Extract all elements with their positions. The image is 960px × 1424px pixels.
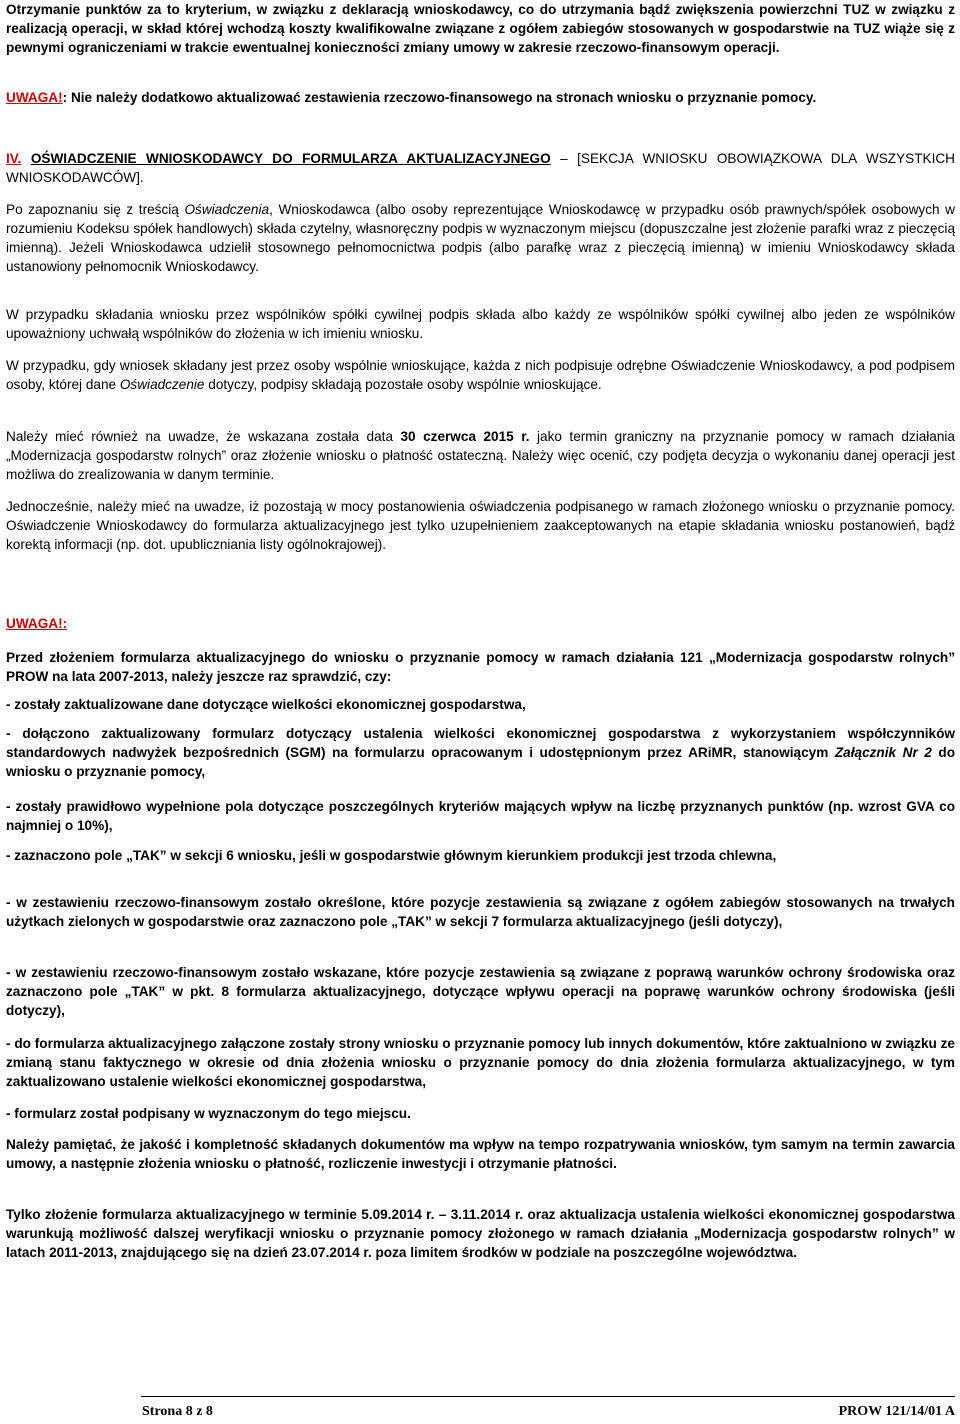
final-note: Tylko złożenie formularza aktualizacyjnego w terminie 5.09.2014 r. – 3.11.2014 r. oraz aktualizacja ustalenia wielkości ekonomicznej gospodarstwa warunkują możliwość dalszej weryfikacji wniosku o przyznanie pomocy złożonego w ramach działania „Modernizacja gospodarstw rolnych” w latach 2011-2013, znajdującego się na dzień 23.07.2014 r. poza limitem środków w podziale na poszczególne województwa. [6,1207,955,1260]
body-paragraph-1 [6,200,955,276]
checklist-item: - formularz został podpisany w wyznaczonym do tego miejscu. [6,1106,411,1121]
section-subtitle: – [SEKCJA WNIOSKU OBOWIĄZKOWA DLA WSZYSTKICH WNIOSKODAWCÓW]. [6,151,955,185]
checklist-item: - zostały zaktualizowane dane dotyczące wielkości ekonomicznej gospodarstwa, [6,697,526,712]
body-text: dotyczy, podpisy składają pozostałe osoby wspólnie wnioskujące. [204,377,602,392]
body-text: jako termin graniczny na przyznanie pomocy w ramach działania „Modernizacja gospodarstw rolnych” oraz złożenie wniosku o płatność ostateczną. Należy więc ocenić, czy podjęta decyzja o wykonaniu danej operacji jest możliwa do zrealizowania w danym terminie. [6,429,955,482]
body-paragraph-4 [6,427,955,484]
section-title: OŚWIADCZENIE WNIOSKODAWCY DO FORMULARZA AKTUALIZACYJNEGO [30,151,551,166]
checklist-text: - dołączono zaktualizowany formularz dotyczący ustalenia wielkości ekonomicznej gospodarstwa z wykorzystaniem współczynników standardowych nadwyżek bezpośrednich (SGM) na formularzu opracowanym i udostępnionym przez ARiMR, stanowiącym [6,726,955,760]
body-text: Po zapoznaniu się z treścią [6,202,185,217]
section-number: IV. [6,151,22,166]
uwaga-label: UWAGA! [6,90,63,105]
checklist-item: - zostały prawidłowo wypełnione pola dotyczące poszczególnych kryteriów mających wpływ na liczbę przyznanych punktów (np. wzrost GVA co najmniej o 10%), [6,799,955,833]
checklist-item [6,724,955,781]
body-text: , Wnioskodawca (albo osoby reprezentujące Wnioskodawcę w przypadku osób prawnych/spółek osobowych w rozumieniu Kodeksu spółek handlowych) składa czytelny, własnoręczny podpis w wyznaczonym miejscu (dopuszczalne jest złożenie parafki wraz z pieczęcią imienną). Jeżeli Wnioskodawca udzielił stosownego pełnomocnictwa podpis (albo parafkę wraz z pieczęcią imienną) w imieniu Wnioskodawcy składa ustanowiony pełnomocnik Wnioskodawcy. [6,202,955,274]
document-code: PROW 121/14/01 A [838,1404,955,1419]
uwaga-text: : Nie należy dodatkowo aktualizować zestawienia rzeczowo-finansowego na stronach wniosku o przyznanie pomocy. [62,90,817,105]
quality-note: Należy pamiętać, że jakość i kompletność składanych dokumentów ma wpływ na tempo rozpatrywania wniosków, tym samym na termin zawarcia umowy, a następnie złożenia wniosku o płatność, rozliczenie inwestycji i otrzymanie płatności. [6,1137,955,1171]
checklist-item: - w zestawieniu rzeczowo-finansowym zostało wskazane, które pozycje zestawienia są związane z poprawą warunków ochrony środowiska oraz zaznaczono pole „TAK” w pkt. 8 formularza aktualizacyjnego, dotyczące wpływu operacji na poprawę warunków ochrony środowiska (jeśli dotyczy), [6,965,955,1018]
page-number: Strona 8 z 8 [142,1404,213,1419]
intro-paragraph: Otrzymanie punktów za to kryterium, w związku z deklaracją wnioskodawcy, co do utrzymania bądź zwiększenia powierzchni TUZ w związku z realizacją operacji, w skład której wchodzą koszty kwalifikowalne związane z ogółem zabiegów stosowanych w gospodarstwie na TUZ wiąże się z pewnymi ograniczeniami w trakcie ewentualnej konieczności zmiany umowy w zakresie rzeczowo-finansowym operacji. [6,2,955,55]
checklist-text-italic: Załącznik Nr 2 [834,745,932,760]
body-text: W przypadku, gdy wniosek składany jest przez osoby wspólnie wnioskujące, każda z nich podpisuje odrębne Oświadczenie Wnioskodawcy, a pod podpisem osoby, której dane [6,358,955,392]
section-heading [6,149,955,187]
uwaga2-label: UWAGA!: [6,616,68,631]
checklist-text: do wniosku o przyznanie pomocy, [6,745,955,779]
body-paragraph-5: Jednocześnie, należy mieć na uwadze, iż pozostają w mocy postanowienia oświadczenia podpisanego w ramach złożonego wniosku o przyznanie pomocy. Oświadczenie Wnioskodawcy do formularza aktualizacyjnego jest tylko uzupełnieniem zaakceptowanych na etapie składania wniosku postanowień, bądź korektą informacji (np. dot. upubliczniania listy ogólnokrajowej). [6,499,955,552]
body-paragraph-3 [6,356,955,394]
uwaga-note [6,88,955,107]
deadline-date: 30 czerwca 2015 r. [400,429,530,444]
body-text: Należy mieć również na uwadze, że wskazana została data [6,429,401,444]
page-footer [6,1396,955,1420]
body-text-italic: Oświadczenia [184,202,270,217]
checklist-item: - do formularza aktualizacyjnego załączone zostały strony wniosku o przyznanie pomocy lub innych dokumentów, które zaktualniono w związku ze zmianą stanu faktycznego w okresie od dnia złożenia wniosku o przyznanie pomocy do dnia złożenia formularza aktualizacyjnego, w tym zaktualizowano ustalenie wielkości ekonomicznej gospodarstwa, [6,1036,955,1089]
body-text-italic: Oświadczenie [119,377,205,392]
document-page [6,0,955,1424]
checklist-intro: Przed złożeniem formularza aktualizacyjnego do wniosku o przyznanie pomocy w ramach działania 121 „Modernizacja gospodarstw rolnych” PROW na lata 2007-2013, należy jeszcze raz sprawdzić, czy: [6,650,955,684]
checklist-item: - w zestawieniu rzeczowo-finansowym zostało określone, które pozycje zestawienia są związane z ogółem zabiegów stosowanych na trwałych użytkach zielonych w gospodarstwie oraz zaznaczono pole „TAK” w sekcji 7 formularza aktualizacyjnego (jeśli dotyczy), [6,895,955,929]
footer-rule [141,1396,955,1397]
body-paragraph-2: W przypadku składania wniosku przez wspólników spółki cywilnej podpis składa albo każdy ze wspólników spółki cywilnej albo jeden ze wspólników upoważniony uchwałą wspólników do złożenia w ich imieniu wniosku. [6,307,955,341]
checklist-item: - zaznaczono pole „TAK” w sekcji 6 wniosku, jeśli w gospodarstwie głównym kierunkiem produkcji jest trzoda chlewna, [6,848,777,863]
